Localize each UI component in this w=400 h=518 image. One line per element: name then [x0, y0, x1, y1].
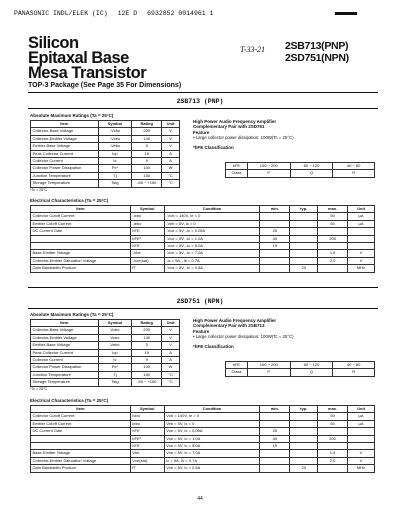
table-cell: °C	[162, 180, 180, 187]
table-cell: V	[162, 128, 180, 135]
application-subtitle: Complementary Pair with 2SB713	[193, 323, 265, 328]
table-cell	[290, 213, 318, 220]
table-cell: -55 ~ +150	[132, 379, 162, 386]
table-cell: 15	[132, 349, 162, 356]
table-cell	[290, 435, 318, 442]
electrical-characteristics-title: Electrical Characteristics (Ta = 25°C)	[30, 198, 109, 203]
table-row	[31, 213, 375, 220]
feature-text: • Large collector power dissipation: 100W(Tc = 25°C)	[193, 334, 294, 339]
table-row	[31, 420, 375, 427]
header-code: 12E D	[117, 10, 138, 17]
table-cell: Q	[290, 369, 333, 376]
table-cell: 60 ~ 120	[290, 362, 333, 369]
table-cell: DC Current Gain	[31, 228, 131, 235]
table-cell: -55 ~ +150	[132, 180, 162, 187]
table-cell: fT	[130, 265, 164, 272]
header-mark	[335, 12, 357, 15]
table-cell: 5	[132, 143, 162, 150]
table-cell: -Vce(sat)	[130, 257, 164, 264]
abs-ratings-table	[30, 319, 180, 387]
application-block	[193, 119, 378, 150]
part-numbers	[285, 40, 349, 64]
table-cell: Tstg	[98, 180, 132, 187]
table-cell: Emitter Cutoff Current	[31, 420, 131, 427]
table-cell: Vcb = 140V, Ie = 0	[164, 413, 260, 420]
table-row	[31, 465, 375, 472]
table-cell: Peak Collector Current	[31, 150, 99, 157]
table-cell	[260, 257, 290, 264]
table-cell: A	[162, 158, 180, 165]
table-cell: hFE	[226, 163, 248, 170]
table-cell: Collector-Base Voltage	[31, 327, 99, 334]
table-cell: 5	[132, 342, 162, 349]
table-cell: °C	[162, 172, 180, 179]
table-cell: Junction Temperature	[31, 172, 99, 179]
table-header-row	[31, 320, 180, 327]
table-cell: Gain Bandwidth Product	[31, 465, 131, 472]
part-number-pnp: 2SB713(PNP)	[285, 40, 349, 52]
page-header	[14, 10, 388, 17]
table-cell: V	[162, 135, 180, 142]
table-cell: 2.0	[318, 457, 348, 464]
table-cell: fT	[130, 465, 164, 472]
abs-ratings-note: *Tc = 25°C	[30, 188, 48, 192]
handwritten-note: T-33-21	[240, 45, 266, 54]
table-header-cell: typ.	[290, 206, 318, 213]
table-cell: 200	[318, 235, 348, 242]
table-cell: -Vbe	[130, 250, 164, 257]
table-cell	[318, 265, 348, 272]
table-cell	[260, 420, 290, 427]
table-cell: -Veb = 5V, Ic = 0	[164, 220, 260, 227]
feature-title: Feature	[193, 130, 210, 135]
table-cell	[260, 457, 290, 464]
table-cell: Ic = 5A, Ib = 0.7A	[164, 457, 260, 464]
table-header-cell: Unit	[348, 206, 375, 213]
table-cell	[260, 465, 290, 472]
table-row	[31, 334, 180, 341]
title-line-2: Epitaxal Base	[28, 49, 129, 67]
table-cell: 150	[132, 172, 162, 179]
table-cell: Class	[226, 369, 248, 376]
table-header-cell: Unit	[348, 406, 375, 413]
table-cell: Tj	[98, 371, 132, 378]
table-header-row	[31, 121, 180, 128]
table-header-cell: Rating	[132, 320, 162, 327]
document-title	[28, 36, 228, 81]
table-cell: 15	[132, 150, 162, 157]
table-cell	[260, 250, 290, 257]
table-cell: V	[348, 450, 375, 457]
table-cell	[318, 228, 348, 235]
table-row	[31, 243, 375, 250]
table-cell	[31, 443, 131, 450]
table-row	[31, 443, 375, 450]
table-cell: 15	[260, 443, 290, 450]
electrical-characteristics-table	[30, 205, 375, 273]
table-row	[31, 250, 375, 257]
table-cell	[318, 243, 348, 250]
table-header-cell: Condition	[164, 206, 260, 213]
table-cell: P	[247, 170, 290, 177]
table-cell	[290, 220, 318, 227]
table-row	[31, 327, 180, 334]
table-cell: -Vce = 5V, -Ic = 1.0A	[164, 235, 260, 242]
table-cell: P	[247, 369, 290, 376]
table-cell: 200	[132, 327, 162, 334]
table-cell	[290, 420, 318, 427]
table-cell: R	[333, 369, 375, 376]
table-cell: Emitter-Base Voltage	[31, 342, 99, 349]
table-cell: Q	[290, 170, 333, 177]
table-row	[31, 428, 375, 435]
table-cell: DC Current Gain	[31, 428, 131, 435]
table-cell: 100	[132, 165, 162, 172]
table-cell: hFE	[226, 362, 248, 369]
application-subtitle: Complementary Pair with 2SD751	[193, 124, 265, 129]
table-cell: hFE	[130, 428, 164, 435]
table-header-cell: Item	[31, 406, 131, 413]
table-cell: Collector Power Dissipation	[31, 165, 99, 172]
application-block	[193, 318, 378, 349]
table-cell: Junction Temperature	[31, 371, 99, 378]
table-cell: V	[162, 334, 180, 341]
table-cell: Storage Temperature	[31, 379, 99, 386]
header-barcode-text: 6932852 0014961 1	[147, 10, 214, 17]
table-cell: 50	[318, 420, 348, 427]
table-cell: 200	[132, 128, 162, 135]
table-row	[31, 457, 375, 464]
table-cell: 40 ~ 80	[333, 362, 375, 369]
table-cell: °C	[162, 379, 180, 386]
table-cell	[318, 428, 348, 435]
table-cell: 140	[132, 135, 162, 142]
electrical-characteristics-table	[30, 405, 375, 473]
table-row	[31, 265, 375, 272]
table-row	[226, 362, 375, 369]
table-cell: Veb = 5V, Ic = 0	[164, 420, 260, 427]
table-cell: 100	[132, 364, 162, 371]
table-cell: Icp	[98, 150, 132, 157]
table-cell	[290, 450, 318, 457]
table-row	[31, 143, 180, 150]
table-row	[31, 450, 375, 457]
table-cell: Emitter Cutoff Current	[31, 220, 131, 227]
table-cell	[260, 265, 290, 272]
table-cell: A	[162, 357, 180, 364]
section-title-pnp: 2SB713 (PNP)	[176, 98, 224, 105]
table-cell: Vce = 5V, Ic = 0.05A	[164, 428, 260, 435]
table-header-cell: min.	[260, 406, 290, 413]
table-cell	[260, 450, 290, 457]
table-cell: Collector-Base Voltage	[31, 128, 99, 135]
table-row	[31, 158, 180, 165]
table-header-cell: Unit	[162, 320, 180, 327]
table-cell: Collector Cutoff Current	[31, 413, 131, 420]
table-cell: 2.0	[318, 257, 348, 264]
table-cell	[348, 243, 375, 250]
table-cell: -Ic = 5A, -Ib = 0.7A	[164, 257, 260, 264]
table-cell: -Vce = 5V, -Ic = 5.0A	[164, 243, 260, 250]
table-row	[31, 235, 375, 242]
table-header-row	[31, 406, 375, 413]
table-cell: hFE*	[130, 235, 164, 242]
table-cell: V	[348, 257, 375, 264]
table-cell: 40	[260, 235, 290, 242]
table-cell	[348, 235, 375, 242]
table-cell	[290, 243, 318, 250]
table-row	[31, 128, 180, 135]
table-cell: hFE	[130, 228, 164, 235]
table-cell: Collector Cutoff Current	[31, 213, 131, 220]
table-cell: Vce = 5V, Ic = 0.5A	[164, 465, 260, 472]
table-header-cell: Item	[31, 206, 131, 213]
table-cell	[318, 465, 348, 472]
abs-ratings-title: Absolute Maximum Ratings (Ta = 25°C)	[30, 312, 114, 317]
table-cell: -Vcb = 140V, Ie = 0	[164, 213, 260, 220]
hfe-classification-title: *hFE Classification	[193, 145, 234, 150]
table-row	[226, 163, 375, 170]
title-line-1: Silicon	[28, 34, 79, 52]
table-cell: 1.6	[318, 250, 348, 257]
hfe-classification-table	[225, 361, 375, 377]
table-cell: 25	[260, 228, 290, 235]
table-cell: -Vce = 5V, -Ic = 7.0A	[164, 250, 260, 257]
table-row	[31, 364, 180, 371]
table-cell	[290, 228, 318, 235]
page-number: 44	[197, 496, 203, 502]
table-cell: µA	[348, 413, 375, 420]
table-header-cell: max.	[318, 206, 348, 213]
table-cell: Collector-Emitter Saturation Voltage	[31, 257, 131, 264]
header-company: PANASONIC INDL/ELEK (IC)	[14, 10, 108, 17]
table-cell: Vbe	[130, 450, 164, 457]
table-header-cell: Symbol	[130, 406, 164, 413]
table-cell: Vcbo	[98, 327, 132, 334]
table-cell: -Vcbo	[98, 128, 132, 135]
hfe-classification-table	[225, 162, 375, 178]
table-row	[31, 220, 375, 227]
table-cell	[348, 228, 375, 235]
table-cell: W	[162, 165, 180, 172]
table-cell: Collector Current	[31, 158, 99, 165]
table-cell: Tj	[98, 172, 132, 179]
table-cell: Icp	[98, 349, 132, 356]
table-cell: 100 ~ 200	[247, 362, 290, 369]
table-cell: 40 ~ 80	[333, 163, 375, 170]
table-cell: 50	[318, 220, 348, 227]
table-cell: -Icbo	[130, 213, 164, 220]
table-cell: 9	[132, 158, 162, 165]
table-cell: hFE	[130, 243, 164, 250]
table-cell: Tstg	[98, 379, 132, 386]
table-cell: Vebo	[98, 342, 132, 349]
table-cell: MHz	[348, 265, 375, 272]
application-title: High Power Audio Frequency Amplifier	[193, 119, 277, 124]
table-cell: 40	[260, 435, 290, 442]
table-cell: °C	[162, 371, 180, 378]
table-cell: Collector-Emitter Voltage	[31, 135, 99, 142]
table-cell: µA	[348, 220, 375, 227]
section-divider	[28, 308, 378, 309]
table-header-cell: typ.	[290, 406, 318, 413]
abs-ratings-title: Absolute Maximum Ratings (Ta = 25°C)	[30, 113, 114, 118]
table-cell: V	[162, 143, 180, 150]
table-header-cell: Symbol	[98, 320, 132, 327]
table-cell: Class	[226, 170, 248, 177]
table-cell: Storage Temperature	[31, 180, 99, 187]
table-cell: Pc*	[98, 165, 132, 172]
table-cell: Base-Emitter Voltage	[31, 450, 131, 457]
table-cell: A	[162, 349, 180, 356]
table-row	[31, 165, 180, 172]
table-cell: 50	[318, 413, 348, 420]
table-cell: 1.6	[318, 450, 348, 457]
table-cell: 140	[132, 334, 162, 341]
table-row	[31, 172, 180, 179]
table-cell: Ic	[98, 357, 132, 364]
table-row	[31, 349, 180, 356]
table-row	[31, 342, 180, 349]
table-cell	[290, 413, 318, 420]
table-row	[226, 170, 375, 177]
table-cell: A	[162, 150, 180, 157]
table-header-cell: Symbol	[98, 121, 132, 128]
table-row	[31, 435, 375, 442]
table-cell: V	[348, 457, 375, 464]
part-number-npn: 2SD751(NPN)	[285, 52, 349, 64]
table-header-cell: Rating	[132, 121, 162, 128]
table-cell	[290, 428, 318, 435]
table-row	[31, 379, 180, 386]
table-cell: -Iebo	[130, 220, 164, 227]
table-cell: MHz	[348, 465, 375, 472]
table-cell: hFE	[130, 443, 164, 450]
table-cell: Iebo	[130, 420, 164, 427]
table-cell	[348, 435, 375, 442]
table-cell: -Vce = 5V, -Ic = 0.5A	[164, 265, 260, 272]
table-cell: R	[333, 170, 375, 177]
table-cell: Peak Collector Current	[31, 349, 99, 356]
table-cell: hFE*	[130, 435, 164, 442]
table-cell: Collector-Emitter Saturation Voltage	[31, 457, 131, 464]
electrical-characteristics-title: Electrical Characteristics (Ta = 25°C)	[30, 398, 109, 403]
table-cell: V	[162, 342, 180, 349]
table-cell	[290, 457, 318, 464]
table-cell: Vce = 5V, Ic = 5.0A	[164, 443, 260, 450]
table-cell: Vce = 5V, Ic = 7.0A	[164, 450, 260, 457]
table-cell: -Vce = 5V, -Ic = 0.05A	[164, 228, 260, 235]
table-cell	[260, 413, 290, 420]
table-cell: 150	[132, 371, 162, 378]
table-cell: 50	[318, 213, 348, 220]
table-cell: -Vebo	[98, 143, 132, 150]
section-divider	[28, 92, 378, 93]
table-cell	[318, 443, 348, 450]
table-row	[31, 257, 375, 264]
table-header-cell: max.	[318, 406, 348, 413]
abs-ratings-note: *Tc = 25°C	[30, 387, 48, 391]
table-cell: 20	[290, 465, 318, 472]
table-cell	[31, 435, 131, 442]
table-row	[31, 135, 180, 142]
table-header-row	[31, 206, 375, 213]
table-cell: Icbo	[130, 413, 164, 420]
table-row	[31, 371, 180, 378]
table-cell: Vce(sat)	[130, 457, 164, 464]
table-cell: 20	[290, 265, 318, 272]
section-divider	[28, 108, 378, 109]
table-cell: Gain Bandwidth Product	[31, 265, 131, 272]
table-cell: Base-Emitter Voltage	[31, 250, 131, 257]
table-cell: Vceo	[98, 334, 132, 341]
table-cell	[348, 428, 375, 435]
table-cell: µA	[348, 213, 375, 220]
table-row	[31, 357, 180, 364]
table-cell	[31, 243, 131, 250]
table-row	[31, 150, 180, 157]
table-cell	[348, 443, 375, 450]
table-cell: W	[162, 364, 180, 371]
table-row	[31, 413, 375, 420]
hfe-classification-title: *hFE Classification	[193, 344, 234, 349]
table-cell: Collector-Emitter Voltage	[31, 334, 99, 341]
table-header-cell: Unit	[162, 121, 180, 128]
table-row	[31, 228, 375, 235]
table-cell: Emitter-Base Voltage	[31, 143, 99, 150]
table-cell	[260, 220, 290, 227]
table-cell: µA	[348, 420, 375, 427]
table-row	[31, 180, 180, 187]
feature-text: • Large collector power dissipation: 100W(Tc = 25°C)	[193, 135, 294, 140]
table-cell	[31, 235, 131, 242]
table-cell	[260, 213, 290, 220]
table-cell: -Vceo	[98, 135, 132, 142]
application-title: High Power Audio Frequency Amplifier	[193, 318, 277, 323]
table-cell: Pc*	[98, 364, 132, 371]
table-header-cell: Symbol	[130, 206, 164, 213]
table-cell	[290, 443, 318, 450]
table-cell	[290, 235, 318, 242]
table-cell: 9	[132, 357, 162, 364]
table-cell: Ic	[98, 158, 132, 165]
table-cell: V	[162, 327, 180, 334]
table-header-cell: min.	[260, 206, 290, 213]
table-cell: V	[348, 250, 375, 257]
table-cell: Collector Power Dissipation	[31, 364, 99, 371]
table-cell: Vce = 5V, Ic = 1.0A	[164, 435, 260, 442]
feature-title: Feature	[193, 329, 210, 334]
section-title-npn: 2SD751 (NPN)	[176, 298, 224, 305]
package-note: TOP-3 Package (See Page 35 For Dimensions)	[28, 82, 182, 89]
table-header-cell: Item	[31, 320, 99, 327]
table-cell: 200	[318, 435, 348, 442]
table-row	[226, 369, 375, 376]
table-header-cell: Condition	[164, 406, 260, 413]
abs-ratings-table	[30, 120, 180, 188]
table-header-cell: Item	[31, 121, 99, 128]
table-cell: Collector Current	[31, 357, 99, 364]
table-cell: 25	[260, 428, 290, 435]
section-divider	[28, 287, 378, 288]
table-cell	[290, 250, 318, 257]
table-cell: 15	[260, 243, 290, 250]
table-cell	[290, 257, 318, 264]
table-cell: 100 ~ 200	[247, 163, 290, 170]
title-line-3: Mesa Transistor	[28, 64, 147, 82]
table-cell: 60 ~ 120	[290, 163, 333, 170]
